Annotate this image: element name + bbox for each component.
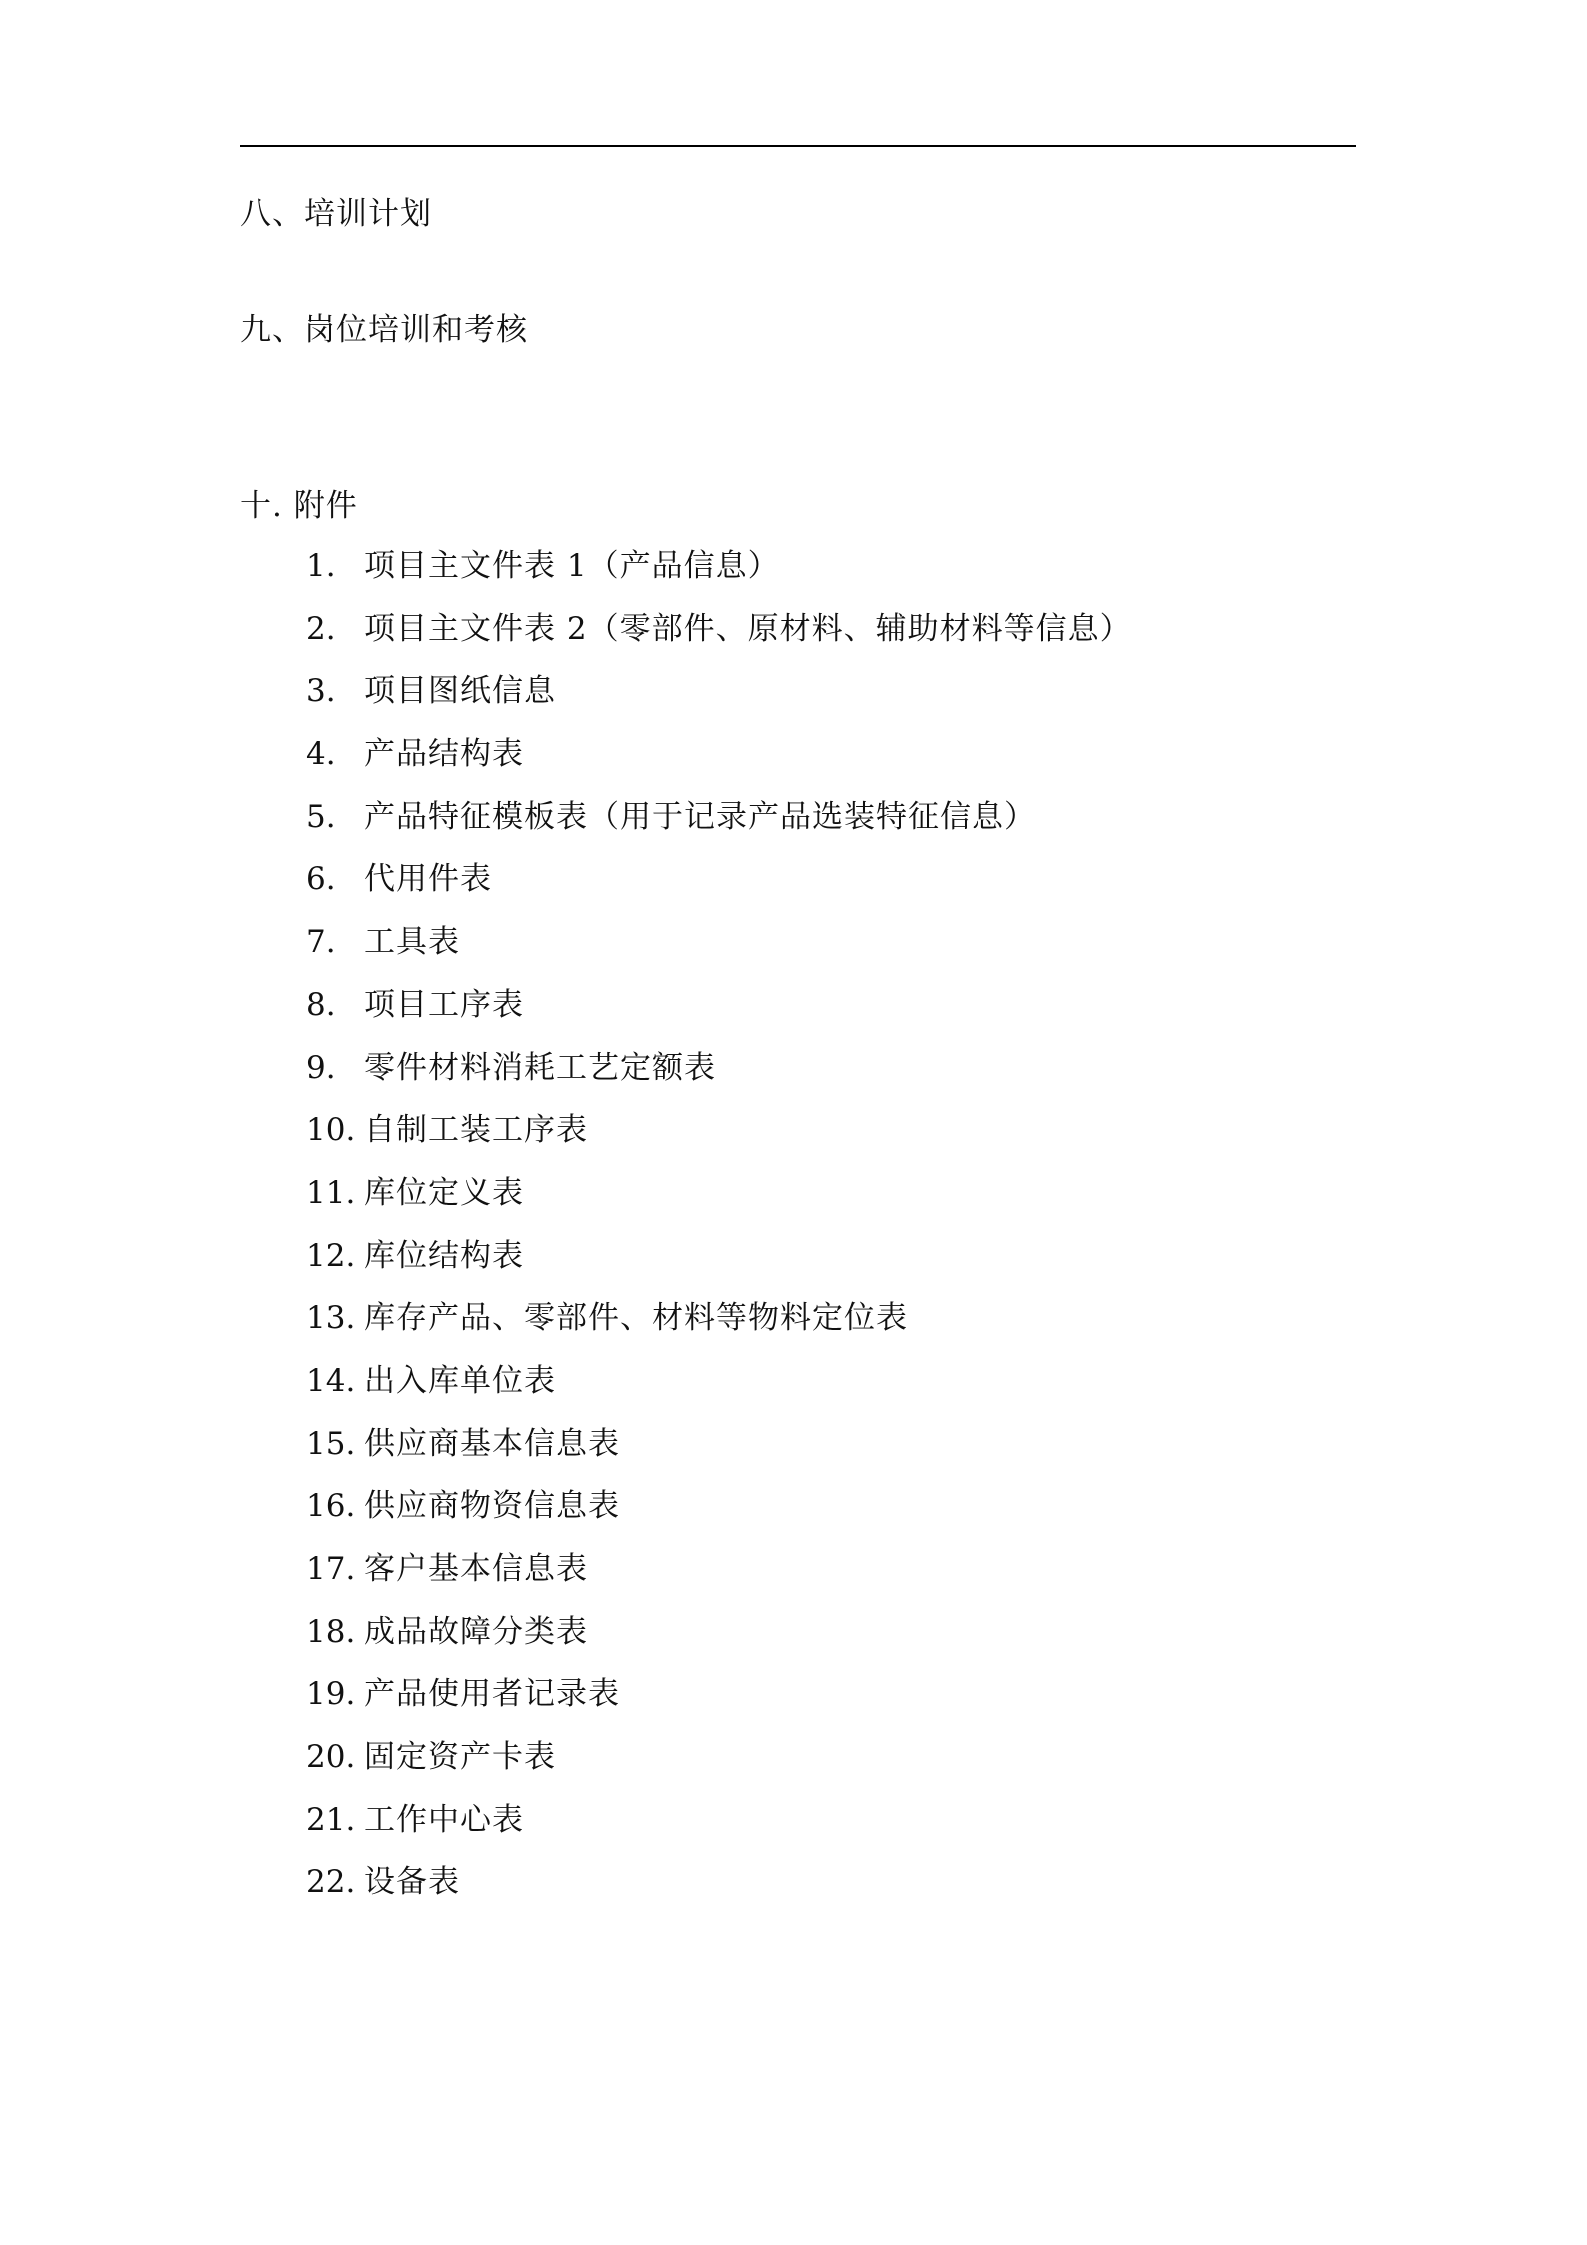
attachment-item: [0, 671, 1587, 734]
attachment-item: [0, 1612, 1587, 1675]
attachment-item: [0, 797, 1587, 860]
attachment-list: [0, 546, 1587, 1925]
attachment-number: 15.: [306, 1425, 356, 1462]
section-heading-training-plan: 八、培训计划: [240, 196, 432, 232]
attachment-item: [0, 922, 1587, 985]
attachment-item: [0, 734, 1587, 797]
attachment-number: 20.: [306, 1739, 356, 1776]
attachment-title: 工具表: [364, 924, 460, 961]
attachment-item: [0, 546, 1587, 609]
attachment-number: 2.: [306, 610, 336, 647]
attachment-item: [0, 1110, 1587, 1173]
attachment-item: [0, 609, 1587, 672]
attachment-item: [0, 1048, 1587, 1111]
attachment-title: 项目主文件表 1（产品信息）: [364, 548, 780, 584]
attachment-item: [0, 859, 1587, 922]
attachment-title: 工作中心表: [364, 1801, 524, 1838]
attachment-title: 项目主文件表 2（零部件、原材料、辅助材料等信息）: [364, 610, 1132, 647]
attachment-number: 13.: [306, 1300, 356, 1337]
attachment-number: 16.: [306, 1488, 356, 1525]
attachment-number: 5.: [306, 798, 336, 835]
attachment-number: 10.: [306, 1112, 356, 1149]
attachment-number: 9.: [306, 1049, 336, 1086]
attachment-number: 8.: [306, 986, 336, 1023]
attachment-title: 设备表: [364, 1864, 460, 1901]
attachment-title: 项目图纸信息: [364, 673, 556, 710]
attachment-item: [0, 1424, 1587, 1487]
attachment-number: 4.: [306, 736, 336, 773]
attachment-item: [0, 1549, 1587, 1612]
attachment-number: 1.: [306, 548, 336, 584]
attachment-title: 供应商基本信息表: [364, 1425, 620, 1462]
attachment-title: 出入库单位表: [364, 1362, 556, 1399]
attachment-number: 14.: [306, 1362, 356, 1399]
attachment-title: 供应商物资信息表: [364, 1488, 620, 1525]
attachment-title: 产品结构表: [364, 736, 524, 773]
attachment-number: 7.: [306, 924, 336, 961]
section-heading-job-training-assessment: 九、岗位培训和考核: [240, 312, 528, 348]
attachment-title: 库存产品、零部件、材料等物料定位表: [364, 1300, 908, 1337]
attachment-title: 产品使用者记录表: [364, 1676, 620, 1713]
attachment-title: 自制工装工序表: [364, 1112, 588, 1149]
attachment-item: [0, 1737, 1587, 1800]
attachment-title: 固定资产卡表: [364, 1739, 556, 1776]
attachment-number: 6.: [306, 861, 336, 898]
attachment-item: [0, 1862, 1587, 1925]
attachment-title: 库位定义表: [364, 1174, 524, 1211]
header-rule: [240, 145, 1356, 147]
attachment-title: 代用件表: [364, 861, 492, 898]
attachment-title: 客户基本信息表: [364, 1551, 588, 1587]
attachment-number: 18.: [306, 1613, 356, 1650]
attachment-number: 22.: [306, 1864, 356, 1901]
attachment-number: 19.: [306, 1676, 356, 1713]
attachment-number: 17.: [306, 1551, 356, 1587]
attachment-number: 12.: [306, 1237, 356, 1274]
attachment-item: [0, 1298, 1587, 1361]
attachment-item: [0, 1674, 1587, 1737]
attachment-item: [0, 1173, 1587, 1236]
attachment-number: 3.: [306, 673, 336, 710]
attachment-item: [0, 1800, 1587, 1863]
attachment-item: [0, 1486, 1587, 1549]
attachment-title: 产品特征模板表（用于记录产品选装特征信息）: [364, 798, 1036, 835]
attachment-item: [0, 985, 1587, 1048]
attachment-title: 成品故障分类表: [364, 1613, 588, 1650]
attachment-title: 项目工序表: [364, 986, 524, 1023]
attachment-number: 21.: [306, 1801, 356, 1838]
attachment-item: [0, 1236, 1587, 1299]
attachment-title: 零件材料消耗工艺定额表: [364, 1049, 716, 1086]
attachment-item: [0, 1361, 1587, 1424]
attachment-number: 11.: [306, 1174, 356, 1211]
attachment-title: 库位结构表: [364, 1237, 524, 1274]
section-heading-attachments: 十. 附件: [240, 488, 358, 524]
